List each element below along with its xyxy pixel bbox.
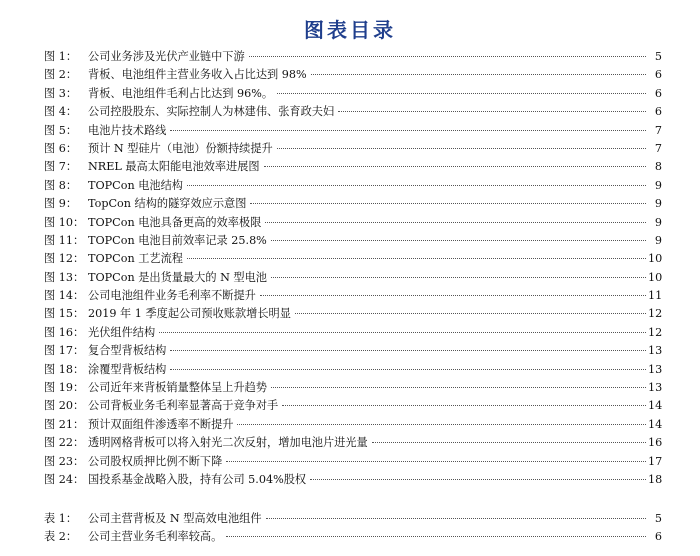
toc-entry[interactable]	[44, 85, 662, 103]
entry-number: 图 1：	[44, 50, 78, 63]
entry-page: 14	[648, 417, 663, 431]
toc-entry[interactable]	[44, 416, 662, 434]
dot-leader	[295, 313, 646, 314]
toc-entry[interactable]	[44, 177, 662, 195]
entry-title: 背板、电池组件主营业务收入占比达到 98%	[88, 68, 307, 82]
entry-title: 预计 N 型硅片（电池）份额持续提升	[88, 141, 273, 155]
entry-number: 图 4：	[44, 105, 78, 119]
entry-title: TOPCon 电池结构	[88, 178, 183, 192]
dot-leader	[271, 387, 646, 388]
entry-title: 公司主营背板及 N 型高效电池组件	[88, 512, 262, 525]
entry-title: 公司控股股东、实际控制人为林建伟、张育政夫妇	[88, 105, 335, 119]
entry-page: 11	[648, 289, 663, 303]
toc-entry[interactable]	[44, 158, 662, 176]
entry-number: 图 24：	[44, 472, 85, 486]
entry-number: 图 2：	[44, 68, 78, 82]
entry-title: NREL 最高太阳能电池效率进展图	[88, 160, 260, 174]
dot-leader	[266, 518, 646, 519]
entry-number: 图 19：	[44, 381, 85, 395]
dot-leader	[250, 203, 646, 204]
entry-page: 7	[654, 123, 662, 137]
toc-entry[interactable]	[44, 342, 662, 360]
dot-leader	[310, 479, 646, 480]
toc-entry[interactable]	[44, 361, 662, 379]
entry-number: 图 17：	[44, 344, 85, 358]
dot-leader	[159, 332, 646, 333]
entry-title: 公司股权质押比例不断下降	[88, 454, 223, 468]
entry-number: 图 14：	[44, 289, 85, 303]
toc-entry[interactable]	[44, 305, 662, 323]
dot-leader	[282, 405, 646, 406]
entry-page: 10	[648, 270, 663, 284]
entry-title: TOPCon 是出货量最大的 N 型电池	[88, 270, 267, 284]
entry-number: 图 13：	[44, 270, 85, 284]
dot-leader	[170, 350, 646, 351]
toc-entry[interactable]	[44, 214, 662, 232]
dot-leader	[249, 56, 646, 57]
entry-title: 预计双面组件渗透率不断提升	[88, 417, 234, 431]
entry-page: 9	[654, 197, 662, 211]
entry-title: 复合型背板结构	[88, 344, 167, 358]
entry-number: 图 11：	[44, 233, 85, 247]
dot-leader	[277, 93, 646, 94]
toc-entry[interactable]	[44, 103, 662, 121]
entry-title: 公司背板业务毛利率显著高于竞争对手	[88, 399, 279, 413]
entry-page: 8	[654, 160, 662, 174]
entry-title: 国投系基金战略入股，持有公司 5.04%股权	[88, 472, 307, 486]
toc-entry[interactable]	[44, 528, 662, 546]
entry-number: 表 2：	[44, 530, 78, 544]
entry-number: 图 8：	[44, 178, 78, 192]
entry-page: 12	[648, 307, 663, 321]
entry-title: 公司业务涉及光伏产业链中下游	[88, 50, 245, 63]
entry-page: 13	[648, 362, 663, 376]
dot-leader	[264, 166, 646, 167]
entry-number: 表 1：	[44, 512, 78, 525]
toc-entry[interactable]	[44, 48, 662, 66]
toc-entry[interactable]	[44, 471, 662, 489]
entry-title: TOPCon 工艺流程	[88, 252, 183, 266]
entry-number: 图 12：	[44, 252, 85, 266]
table-list	[44, 510, 662, 547]
entry-page: 13	[648, 344, 663, 358]
entry-number: 图 22：	[44, 436, 85, 450]
entry-number: 图 16：	[44, 325, 85, 339]
entry-number: 图 7：	[44, 160, 78, 174]
entry-title: 公司电池组件业务毛利率不断提升	[88, 289, 256, 303]
entry-title: TopCon 结构的隧穿效应示意图	[88, 197, 247, 211]
toc-entry[interactable]	[44, 232, 662, 250]
entry-title: 公司近年来背板销量整体呈上升趋势	[88, 381, 268, 395]
entry-title: 透明网格背板可以将入射光二次反射，增加电池片进光量	[88, 436, 368, 450]
toc-entry[interactable]	[44, 269, 662, 287]
entry-number: 图 18：	[44, 362, 85, 376]
entry-page: 9	[654, 233, 662, 247]
figure-list	[44, 48, 662, 489]
dot-leader	[260, 295, 646, 296]
entry-number: 图 5：	[44, 123, 78, 137]
dot-leader	[187, 185, 646, 186]
entry-page: 12	[648, 325, 663, 339]
dot-leader	[338, 111, 646, 112]
entry-title: TOPCon 电池目前效率记录 25.8%	[88, 233, 267, 247]
entry-page: 13	[648, 381, 663, 395]
dot-leader	[226, 536, 646, 537]
dot-leader	[311, 74, 646, 75]
toc-entry[interactable]	[44, 397, 662, 415]
entry-number: 图 15：	[44, 307, 85, 321]
toc-entry[interactable]	[44, 379, 662, 397]
dot-leader	[187, 258, 646, 259]
entry-title: 电池片技术路线	[88, 123, 167, 137]
entry-number: 图 23：	[44, 454, 85, 468]
entry-number: 图 21：	[44, 417, 85, 431]
entry-title: 背板、电池组件毛利占比达到 96%。	[88, 86, 274, 100]
entry-title: 涂覆型背板结构	[88, 362, 167, 376]
entry-page: 6	[654, 86, 662, 100]
toc-entry[interactable]	[44, 122, 662, 140]
dot-leader	[170, 369, 646, 370]
entry-page: 17	[648, 454, 663, 468]
toc-entry[interactable]	[44, 287, 662, 305]
toc-entry[interactable]	[44, 66, 662, 84]
dot-leader	[372, 442, 646, 443]
entry-title: 2019 年 1 季度起公司预收账款增长明显	[88, 307, 291, 321]
entry-number: 图 10：	[44, 215, 85, 229]
dot-leader	[265, 222, 646, 223]
entry-page: 18	[648, 472, 663, 486]
entry-page: 6	[654, 530, 662, 544]
toc-entry[interactable]	[44, 324, 662, 342]
toc-entry[interactable]	[44, 140, 662, 158]
toc-entry[interactable]	[44, 250, 662, 268]
entry-page: 6	[654, 105, 662, 119]
entry-page: 5	[654, 50, 662, 63]
toc-entry[interactable]	[44, 434, 662, 452]
toc-entry[interactable]	[44, 510, 662, 528]
entry-page: 14	[648, 399, 663, 413]
dot-leader	[237, 424, 646, 425]
entry-number: 图 6：	[44, 141, 78, 155]
entry-number: 图 3：	[44, 86, 78, 100]
entry-title: 公司主营业务毛利率较高。	[88, 530, 223, 544]
entry-page: 6	[654, 68, 662, 82]
dot-leader	[271, 277, 646, 278]
page-title: 图表目录	[304, 18, 396, 42]
toc-entry[interactable]	[44, 453, 662, 471]
entry-page: 9	[654, 178, 662, 192]
dot-leader	[277, 148, 646, 149]
entry-page: 5	[654, 512, 662, 525]
entry-page: 7	[654, 141, 662, 155]
entry-page: 16	[648, 436, 663, 450]
entry-page: 10	[648, 252, 663, 266]
dot-leader	[271, 240, 646, 241]
entry-title: 光伏组件结构	[88, 325, 156, 339]
dot-leader	[170, 130, 646, 131]
dot-leader	[226, 461, 646, 462]
toc-entry[interactable]	[44, 195, 662, 213]
entry-number: 图 9：	[44, 197, 78, 211]
entry-page: 9	[654, 215, 662, 229]
entry-number: 图 20：	[44, 399, 85, 413]
entry-title: TOPCon 电池具备更高的效率极限	[88, 215, 262, 229]
